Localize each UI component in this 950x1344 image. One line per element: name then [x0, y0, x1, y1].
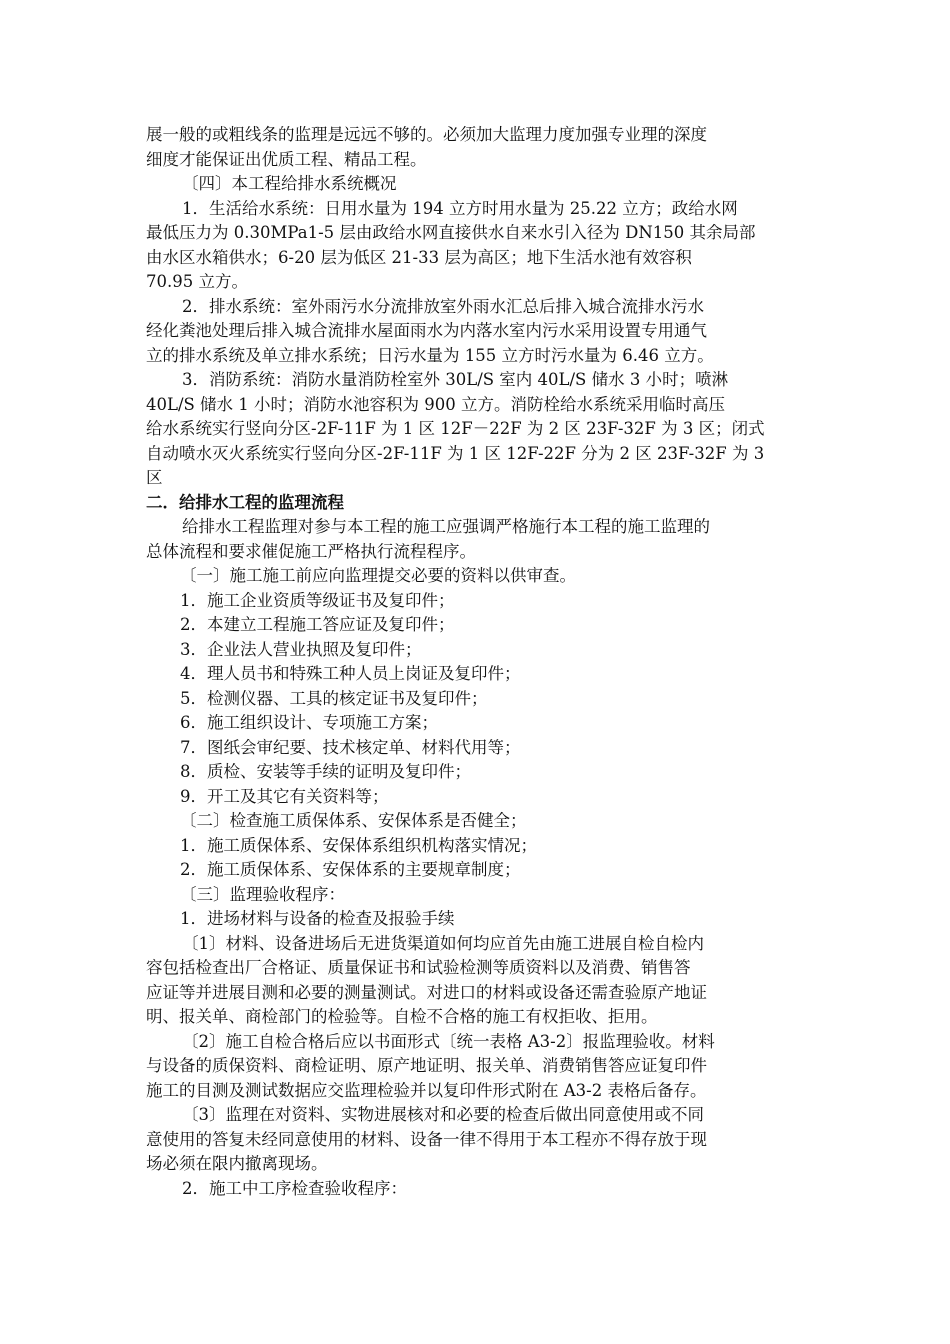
text-line: 经化粪池处理后排入城合流排水屋面雨水为内落水室内污水采用设置专用通气	[146, 321, 707, 340]
text-line: 意使用的答复未经同意使用的材料、设备一律不得用于本工程亦不得存放于现	[146, 1129, 707, 1149]
text-line: 1．施工质保体系、安保体系组织机构落实情况；	[180, 835, 537, 855]
text-line: 〔二〕检查施工质保体系、安保体系是否健全；	[180, 811, 527, 830]
text-line: 2．本建立工程施工答应证及复印件；	[180, 615, 455, 634]
text-line: 3．企业法人营业执照及复印件；	[180, 639, 422, 659]
text-line: 40L/S 储水 1 小时；消防水池容积为 900 立方。消防栓给水系统采用临时高压	[146, 394, 726, 414]
text-line: 容包括检查出厂合格证、质量保证书和试验检测等质资料以及消费、销售答	[146, 958, 691, 977]
text-line: 6．施工组织设计、专项施工方案；	[180, 713, 438, 732]
text-line: 1．进场材料与设备的检查及报验手续	[180, 909, 455, 928]
text-line: 总体流程和要求催促施工严格执行流程程序。	[146, 541, 476, 561]
text-line: 4．理人员书和特殊工种人员上岗证及复印件；	[180, 664, 521, 683]
text-line: 5．检测仪器、工具的核定证书及复印件；	[180, 688, 488, 708]
text-line: 2．排水系统：室外雨污水分流排放室外雨水汇总后排入城合流排水污水	[182, 296, 704, 316]
text-line: 施工的目测及测试数据应交监理检验并以复印件形式附在 A3-2 表格后备存。	[146, 1080, 707, 1100]
text-line: 区	[146, 468, 163, 487]
text-line: 细度才能保证出优质工程、精品工程。	[146, 149, 427, 169]
text-line: 〔3〕监理在对资料、实物进展核对和必要的检查后做出同意使用或不同	[182, 1105, 704, 1124]
text-line: 展一般的或粗线条的监理是远远不够的。必须加大监理力度加强专业理的深度	[146, 125, 707, 144]
text-line: 〔一〕施工施工前应向监理提交必要的资料以供审查。	[180, 566, 576, 585]
document-body	[146, 123, 806, 1201]
text-line: 2．施工中工序检查验收程序：	[182, 1178, 407, 1198]
text-line: 最低压力为 0.30MPa1-5 层由政给水网直接供水自来水引入径为 DN150 其余局部	[146, 223, 756, 242]
text-line: 9．开工及其它有关资料等；	[180, 786, 389, 806]
text-line: 2．施工质保体系、安保体系的主要规章制度；	[180, 860, 521, 879]
text-line: 场必须在限内撤离现场。	[146, 1154, 328, 1173]
text-line: 明、报关单、商检部门的检验等。自检不合格的施工有权拒收、拒用。	[146, 1007, 658, 1026]
text-line: 1．施工企业资质等级证书及复印件；	[180, 590, 455, 610]
text-line: 应证等并进展目测和必要的测量测试。对进口的材料或设备还需查验原产地证	[146, 982, 707, 1002]
text-line: 〔三〕监理验收程序：	[180, 884, 345, 904]
text-line: 给排水工程监理对参与本工程的施工应强调严格施行本工程的施工监理的	[182, 517, 710, 536]
text-line: 〔四〕本工程给排水系统概况	[182, 174, 397, 193]
text-line: 〔2〕施工自检合格后应以书面形式〔统一表格 A3-2〕报监理验收。材料	[182, 1031, 715, 1051]
text-line: 给水系统实行竖向分区-2F-11F 为 1 区 12F－22F 为 2 区 23F-32F 为 3 区；闭式	[146, 419, 765, 438]
text-line: 〔1〕材料、设备进场后无进货渠道如何均应首先由施工进展自检自检内	[182, 933, 704, 953]
text-line: 70.95 立方。	[146, 272, 248, 291]
text-line: 3．消防系统：消防水量消防栓室外 30L/S 室内 40L/S 储水 3 小时；喷淋	[182, 370, 729, 389]
text-line: 8．质检、安装等手续的证明及复印件；	[180, 762, 471, 781]
text-line: 立的排水系统及单立排水系统；日污水量为 155 立方时污水量为 6.46 立方。	[146, 345, 714, 365]
text-line: 1．生活给水系统：日用水量为 194 立方时用水量为 25.22 立方；政给水网	[182, 198, 738, 218]
text-line: 由水区水箱供水；6-20 层为低区 21-33 层为高区；地下生活水池有效容积	[146, 247, 692, 267]
text-line: 自动喷水灭火系统实行竖向分区-2F-11F 为 1 区 12F-22F 分为 2 区 23F-32F 为 3	[146, 443, 765, 463]
section-heading: 二．给排水工程的监理流程	[146, 492, 344, 512]
text-line: 与设备的质保资料、商检证明、原产地证明、报关单、消费销售答应证复印件	[146, 1056, 707, 1075]
text-line: 7．图纸会审纪要、技术核定单、材料代用等；	[180, 737, 521, 757]
